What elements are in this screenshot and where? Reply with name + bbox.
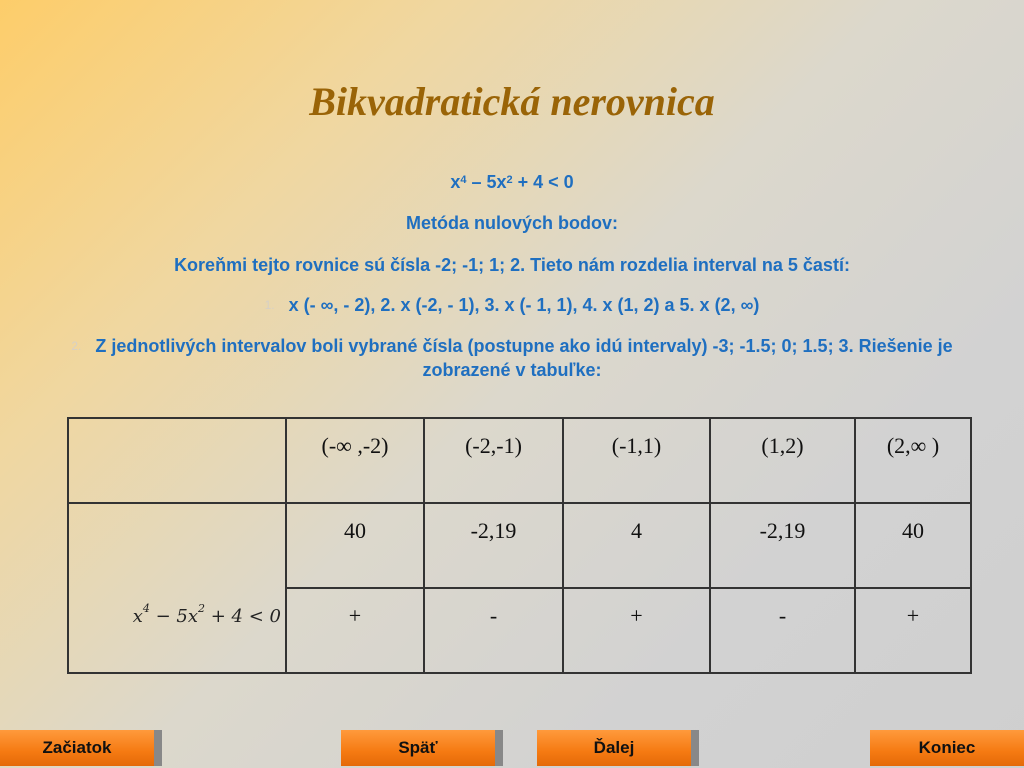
table-row [68,503,971,588]
table-value-cell: 40 [286,503,424,588]
list-item-intervals [0,293,1024,317]
end-button[interactable]: Koniec [870,730,1024,766]
table-value-cell: 4 [563,503,710,588]
table-header-cell: (2,∞ ) [855,418,971,503]
eq-exp2: 2 [506,174,513,186]
table-sign-cell: + [563,588,710,673]
table-value-cell: -2,19 [424,503,563,588]
formula-base: x [132,606,143,627]
slide-title: Bikvadratická nerovnica [309,79,715,124]
sign-table [67,417,972,674]
table-sign-cell: + [855,588,971,673]
formula-tail: + 4 < 0 [205,606,281,627]
table-corner-cell [68,418,286,503]
table-sign-cell: - [710,588,855,673]
list-item-chosen-numbers [42,334,982,382]
back-button[interactable]: Späť [341,730,503,766]
table-header-cell: (-∞ ,-2) [286,418,424,503]
table-header-cell: (-1,1) [563,418,710,503]
table-sign-cell: + [286,588,424,673]
table-header-row [68,418,971,503]
formula-exp2: 2 [198,602,206,615]
formula-image [132,602,281,627]
table-header-cell: (-2,-1) [424,418,563,503]
roots-line: Koreňmi tejto rovnice sú čísla -2; -1; 1; 2. Tieto nám rozdelia interval na 5 častí: [174,255,850,275]
formula-mid: − 5x [149,606,199,627]
list-item-text: Z jednotlivých intervalov boli vybrané čísla (postupne ako idú intervaly) -3; -1.5; 0; 1.5; 3. Riešenie je zobrazené v tabuľke: [95,336,953,380]
list-marker: 1. [264,298,275,312]
method-line: Metóda nulových bodov: [405,213,618,233]
table-sign-cell: - [424,588,563,673]
equation-line [0,170,1024,194]
eq-base: x [450,172,461,192]
list-marker: 2. [71,339,82,353]
eq-exp1: 4 [460,174,467,186]
table-value-cell: -2,19 [710,503,855,588]
next-button[interactable]: Ďalej [537,730,699,766]
start-button[interactable]: Začiatok [0,730,162,766]
eq-tail: + 4 < 0 [512,172,574,192]
table-value-cell: 40 [855,503,971,588]
formula-exp1: 4 [142,602,150,615]
table-row-label [68,503,286,673]
eq-mid: – 5x [466,172,507,192]
list-item-text: x (- ∞, - 2), 2. x (-2, - 1), 3. x (- 1, 1), 4. x (1, 2) a 5. x (2, ∞) [288,295,760,315]
table-header-cell: (1,2) [710,418,855,503]
